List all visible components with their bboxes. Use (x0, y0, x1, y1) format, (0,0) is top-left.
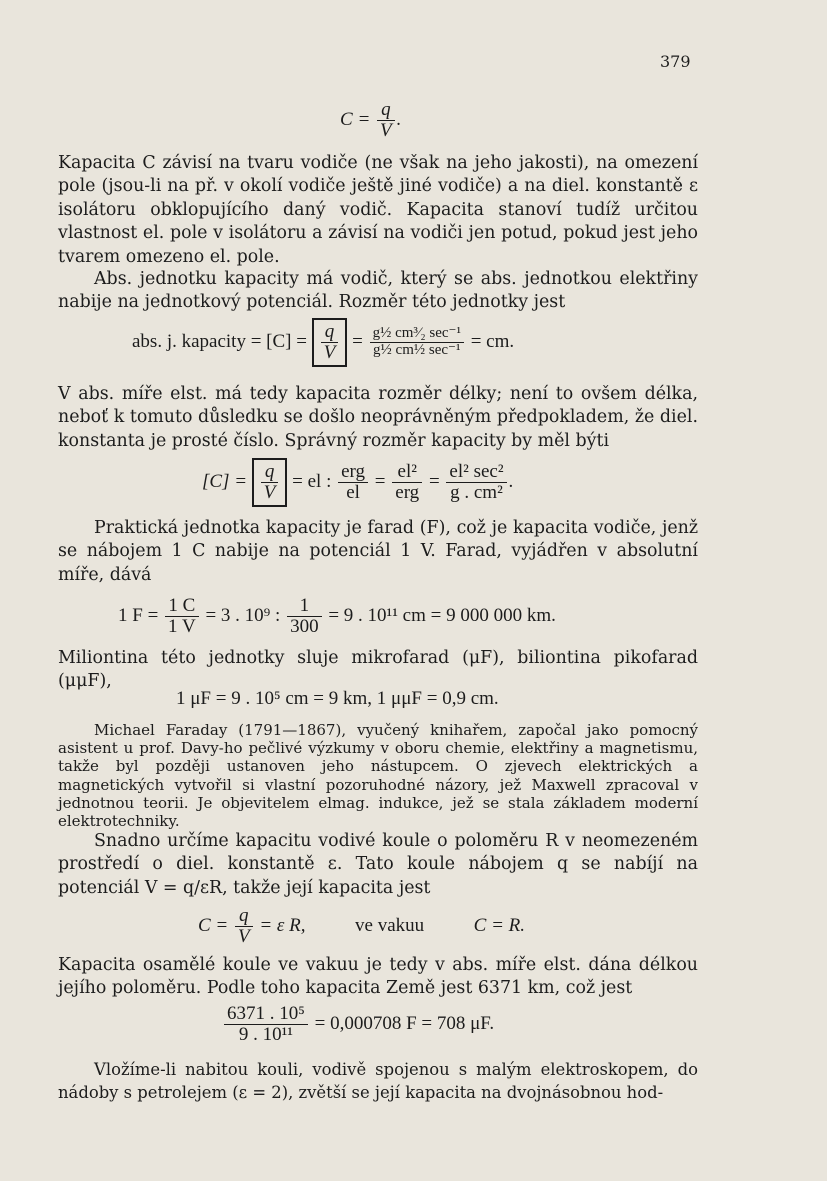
paragraph-elst-measure: V abs. míře elst. má tedy kapacita rozměr délky; není to ovšem délka, neboť k tomuto důsledku se došlo neoprávněným předpokladem, že diel. konstanta je prosté číslo. Správný rozměr kapacity by měl býti (58, 384, 698, 451)
eq-mid: = el : (292, 470, 332, 492)
eq-end: . (508, 470, 514, 492)
paragraph-capacity-dependence: Kapacita C závisí na tvaru vodiče (ne však na jeho jakosti), na omezení pole (jsou-li na př. v okolí vodiče ještě jiné vodiče) a na diel. konstantě ε isolátoru obklopujícího daný vodič. Kapacita stanoví tudíž určitou vlastnost el. pole v isolátoru a závisí na vodiči jen potud, pokud jest jeho tvarem omezeno el. pole. (58, 153, 698, 267)
numerator: el² (392, 462, 422, 483)
note-faraday: Michael Faraday (1791—1867), vyučený knihařem, započal jako pomocný asistent u prof. Davy-ho pečlivé výzkumy v oboru chemie, elektřiny a magnetismu, takže byl později ustanoven jeho nástupcem. O zjevech elektrických a magnetických vytvořil si vlastní pozoruhodné názory, jež Maxwell zpracoval v jednotnou teorii. Je objevitelem elmag. indukce, jež se stala základem moderní elektrotechniky. (58, 721, 698, 831)
fraction (377, 100, 395, 141)
numerator: q (235, 906, 253, 927)
fraction-1c-1v (165, 596, 199, 637)
numerator: q (321, 322, 339, 343)
eq-end: . (396, 108, 402, 130)
denominator: V (380, 119, 392, 141)
denominator: 9 . 10¹¹ (238, 1023, 294, 1045)
eq-rhs: = 9 . 10¹¹ cm = 9 000 000 km. (328, 604, 556, 626)
denominator: 300 (290, 615, 319, 637)
numerator: 1 C (165, 596, 199, 617)
numerator: g½ cm³⁄₂ sec⁻¹ (370, 326, 464, 343)
eq-mid: = 3 . 10⁹ : (205, 604, 281, 626)
equation-capacity-definition (340, 100, 401, 141)
paragraph-microfarad: Miliontina této jednotky sluje mikrofarad (μF), biliontina pikofarad (μμF), (58, 648, 698, 692)
paragraph-sphere-capacity: Snadno určíme kapacitu vodivé koule o poloměru R v neomezeném prostředí o diel. konstantě ε. Tato koule nábojem q se nabíjí na potenciál V = q/εR, takže její kapacita jest (58, 831, 698, 898)
numerator: q (261, 462, 279, 483)
fraction-earth-radius (224, 1004, 308, 1045)
equation-microfarad: 1 μF = 9 . 10⁵ cm = 9 km, 1 μμF = 0,9 cm. (176, 688, 499, 709)
paragraph-petroleum: Vložíme-li nabitou kouli, vodivě spojenou s malým elektroskopem, do nádoby s petrolejem (ε = 2), zvětší se její kapacita na dvojnásobnou hod- (58, 1060, 698, 1103)
fraction-1-300 (287, 596, 322, 637)
eq-sign: = (357, 108, 371, 130)
equation-abs-unit-dimension (132, 318, 514, 367)
page-number: 379 (660, 52, 691, 71)
eq-mid: = ε R, (259, 914, 306, 936)
eq-rhs: C = R. (473, 914, 526, 936)
fraction-el2sec2 (446, 462, 506, 503)
eq-lhs: C = (198, 914, 229, 936)
eq-sign: = (428, 470, 440, 492)
vacuum-label: ve vakuu (355, 914, 425, 936)
eq-sign: = (352, 330, 363, 352)
numerator: 1 (287, 596, 322, 617)
bracket-q-over-v (312, 318, 348, 367)
eq-lhs: C (340, 108, 353, 130)
paragraph-abs-unit: Abs. jednotku kapacity má vodič, který se abs. jednotkou elektřiny nabije na jednotkový potenciál. Rozměr této jednotky jest (58, 269, 698, 313)
numerator: el² sec² (446, 462, 506, 483)
denominator: g . cm² (450, 481, 503, 503)
eq-lhs: abs. j. kapacity = [C] = (132, 330, 307, 352)
denominator: g½ cm½ sec⁻¹ (373, 341, 461, 358)
eq-lhs: 1 F = (118, 604, 159, 626)
numerator: erg (338, 462, 368, 483)
eq-rhs: = cm. (470, 330, 515, 352)
eq-rhs: = 0,000708 F = 708 μF. (314, 1012, 495, 1034)
numerator: 6371 . 10⁵ (224, 1004, 308, 1025)
denominator: V (323, 341, 336, 363)
denominator: el (346, 481, 360, 503)
equation-farad-conversion (118, 596, 556, 637)
paragraph-farad: Praktická jednotka kapacity je farad (F), což je kapacita vodiče, jenž se nábojem 1 C nabije na potenciál 1 V. Farad, vyjádřen v absolutní míře, dává (58, 518, 698, 585)
eq-sign: = (374, 470, 386, 492)
fraction-erg-el (338, 462, 368, 503)
equation-correct-dimension (202, 458, 513, 507)
fraction-dimension (370, 326, 464, 359)
numerator: q (377, 100, 395, 121)
bracket-q-over-v (252, 458, 288, 507)
eq-lhs: [C] = (202, 470, 248, 492)
denominator: V (238, 925, 250, 947)
equation-earth-capacity (222, 1004, 494, 1045)
denominator: erg (395, 481, 420, 503)
equation-sphere-capacity (198, 906, 525, 947)
fraction-el2-erg (392, 462, 422, 503)
paragraph-isolated-sphere: Kapacita osamělé koule ve vakuu je tedy v abs. míře elst. dána délkou jejího poloměru. Podle toho kapacita Země jest 6371 km, což jest (58, 955, 698, 999)
denominator: 1 V (168, 615, 196, 637)
fraction-q-over-v (235, 906, 253, 947)
denominator: V (263, 481, 276, 503)
